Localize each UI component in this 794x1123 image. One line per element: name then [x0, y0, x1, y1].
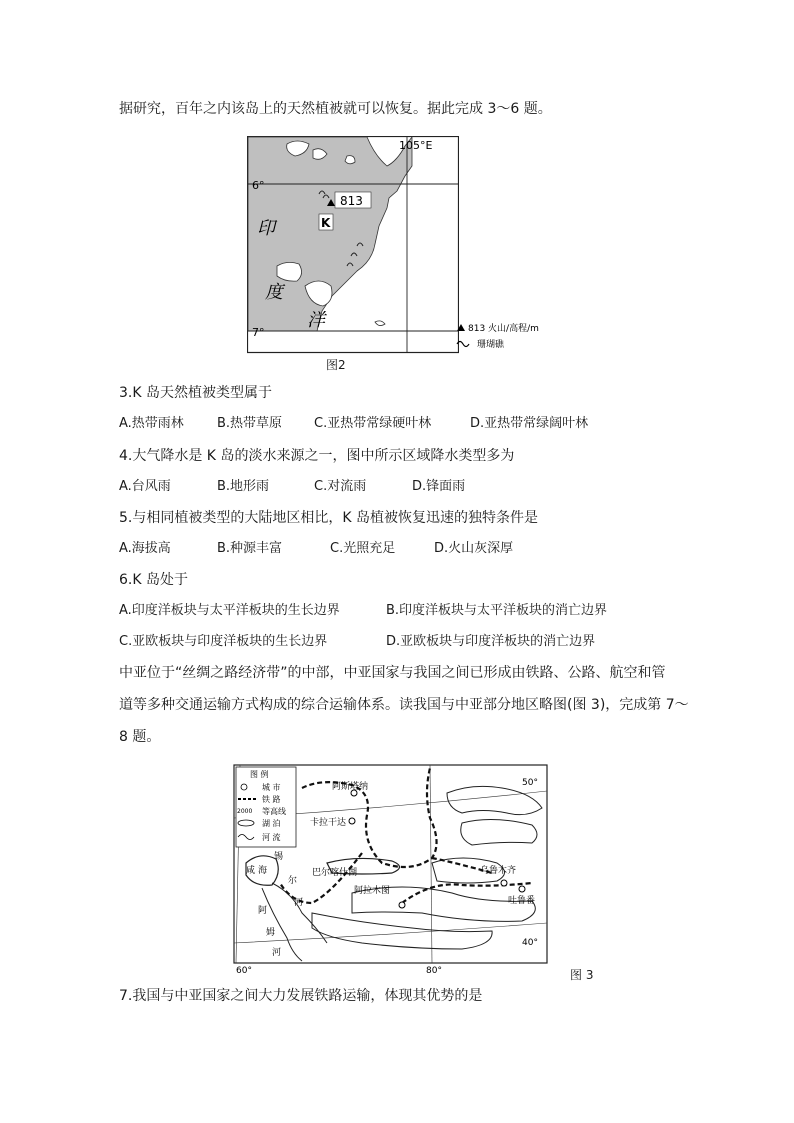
- q6-option-d: D.亚欧板块与印度洋板块的消亡边界: [386, 634, 596, 649]
- city-turpan: [519, 886, 525, 892]
- figure-2-legend: [455, 320, 565, 350]
- lake-char-2: 海: [258, 866, 268, 876]
- lat-top-label: 6°: [252, 179, 265, 192]
- q4-option-d: D.锋面雨: [412, 479, 466, 494]
- q5-stem: 5.与相同植被类型的大陆地区相比，K 岛植被恢复迅速的独特条件是: [119, 510, 538, 526]
- q5-option-c: C.光照充足: [330, 541, 396, 556]
- figure-3-map: [232, 763, 550, 975]
- q6-option-c: C.亚欧板块与印度洋板块的生长边界: [119, 634, 328, 649]
- legend-contour: 等高线: [262, 807, 286, 816]
- q6-option-a: A.印度洋板块与太平洋板块的生长边界: [119, 603, 340, 618]
- city-karaganda: [349, 818, 355, 824]
- label-astana: 阿斯塔纳: [332, 782, 369, 792]
- q6-stem: 6.K 岛处于: [119, 572, 188, 588]
- q5-option-d: D.火山灰深厚: [434, 541, 514, 556]
- legend-volcano-text: 813 火山/高程/m: [468, 324, 539, 334]
- q3-option-b: B.热带草原: [217, 416, 283, 431]
- intro-line: 据研究，百年之内该岛上的天然植被就可以恢复。据此完成 3～6 题。: [119, 101, 552, 117]
- river-char-2: 尔: [288, 876, 298, 886]
- legend-railway: 铁 路: [262, 795, 281, 804]
- label-lat-50: 50°: [522, 778, 538, 788]
- label-turpan: 吐鲁番: [508, 896, 536, 906]
- q3-option-d: D.亚热带常绿阔叶林: [470, 416, 589, 431]
- lat-bottom-label: 7°: [252, 326, 265, 339]
- river-char-5: 姆: [266, 928, 276, 938]
- q7-stem: 7.我国与中亚国家之间大力发展铁路运输，体现其优势的是: [119, 988, 483, 1004]
- figure-2-map: [247, 136, 459, 354]
- q3-stem: 3.K 岛天然植被类型属于: [119, 385, 272, 401]
- city-urumqi: [501, 880, 507, 886]
- legend-lake-icon: [238, 820, 254, 826]
- legend-title: 图 例: [250, 770, 269, 779]
- legend-reef-text: 珊瑚礁: [477, 340, 505, 350]
- q6-option-b: B.印度洋板块与太平洋板块的消亡边界: [386, 603, 608, 618]
- label-karaganda: 卡拉干达: [310, 818, 347, 828]
- legend-volcano-icon: [457, 324, 465, 331]
- sea-char-3: 洋: [307, 310, 325, 331]
- label-lat-40: 40°: [522, 938, 538, 948]
- volcano-height: 813: [340, 194, 363, 208]
- q4-stem: 4.大气降水是 K 岛的淡水来源之一，图中所示区域降水类型多为: [119, 448, 515, 464]
- legend-contour-value: 2000: [237, 808, 253, 815]
- q3-option-a: A.热带雨林: [119, 416, 184, 431]
- river-char-1: 锡: [274, 852, 284, 862]
- lake-char-1: 咸: [246, 866, 256, 876]
- sea-char-1: 印: [257, 218, 275, 239]
- q5-option-b: B.种源丰富: [217, 541, 283, 556]
- river-char-3: 河: [294, 898, 304, 908]
- legend-river: 河 流: [262, 833, 281, 842]
- label-lon-60: 60°: [236, 966, 252, 975]
- passage-line-3: 8 题。: [119, 729, 161, 745]
- legend-reef-icon: [457, 342, 469, 347]
- legend-lake: 湖 泊: [262, 819, 281, 828]
- label-balkhash: 巴尔喀什湖: [312, 868, 358, 878]
- figure-2-caption: 图2: [326, 358, 346, 372]
- sea-char-2: 度: [265, 282, 283, 303]
- passage-line-1: 中亚位于“丝绸之路经济带”的中部，中亚国家与我国之间已形成由铁路、公路、航空和管: [119, 665, 666, 681]
- label-urumqi: 乌鲁木齐: [480, 866, 517, 876]
- island-k-label: K: [321, 216, 331, 230]
- river-char-6: 河: [272, 948, 282, 958]
- q4-option-c: C.对流雨: [314, 479, 367, 494]
- q3-option-c: C.亚热带常绿硬叶林: [314, 416, 432, 431]
- river-char-4: 阿: [258, 906, 268, 916]
- q4-option-a: A.台风雨: [119, 479, 171, 494]
- figure-3-caption: 图 3: [570, 968, 594, 982]
- city-almaty: [399, 902, 405, 908]
- label-lon-80: 80°: [426, 966, 442, 975]
- q4-option-b: B.地形雨: [217, 479, 270, 494]
- label-almaty: 阿拉木图: [354, 886, 391, 896]
- legend-city: 城 市: [262, 783, 281, 792]
- passage-line-2: 道等多种交通运输方式构成的综合运输体系。读我国与中亚部分地区略图(图 3)，完成第 7～: [119, 697, 689, 713]
- lon-label: 105°E: [399, 139, 433, 152]
- q5-option-a: A.海拔高: [119, 541, 171, 556]
- legend-city-icon: [241, 784, 247, 790]
